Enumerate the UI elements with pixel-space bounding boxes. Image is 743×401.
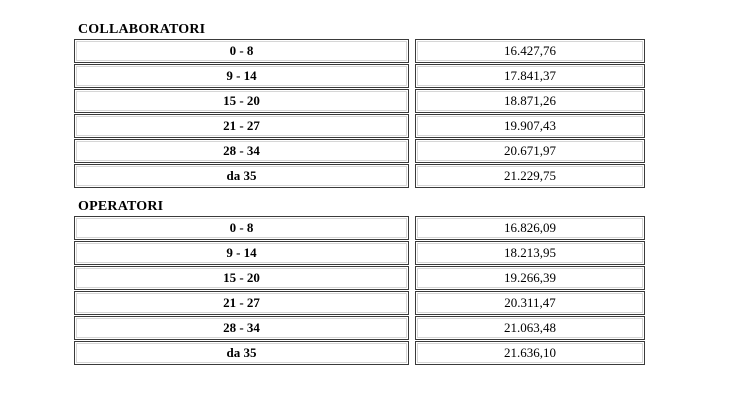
range-cell: 0 - 8 [74, 216, 409, 240]
table-row [74, 241, 645, 266]
range-cell: 15 - 20 [74, 266, 409, 290]
range-cell: 9 - 14 [74, 64, 409, 88]
table-row [74, 39, 645, 64]
table-row [74, 89, 645, 114]
range-cell: da 35 [74, 164, 409, 188]
value-cell: 16.826,09 [415, 216, 645, 240]
table-row [74, 266, 645, 291]
value-cell: 19.907,43 [415, 114, 645, 138]
range-cell: 21 - 27 [74, 291, 409, 315]
value-cell: 21.636,10 [415, 341, 645, 365]
value-cell: 17.841,37 [415, 64, 645, 88]
range-cell: 28 - 34 [74, 316, 409, 340]
table-row [74, 139, 645, 164]
range-cell: 15 - 20 [74, 89, 409, 113]
range-cell: 9 - 14 [74, 241, 409, 265]
value-cell: 18.213,95 [415, 241, 645, 265]
table-operatori [74, 216, 645, 366]
value-cell: 21.229,75 [415, 164, 645, 188]
range-cell: 28 - 34 [74, 139, 409, 163]
table-row [74, 341, 645, 366]
table-row [74, 64, 645, 89]
section-title-collaboratori: COLLABORATORI [78, 22, 206, 37]
table-row [74, 216, 645, 241]
table-row [74, 291, 645, 316]
value-cell: 18.871,26 [415, 89, 645, 113]
range-cell: 21 - 27 [74, 114, 409, 138]
range-cell: 0 - 8 [74, 39, 409, 63]
value-cell: 16.427,76 [415, 39, 645, 63]
table-row [74, 164, 645, 189]
section-title-operatori: OPERATORI [78, 199, 164, 214]
range-cell: da 35 [74, 341, 409, 365]
value-cell: 19.266,39 [415, 266, 645, 290]
table-row [74, 114, 645, 139]
value-cell: 20.671,97 [415, 139, 645, 163]
value-cell: 21.063,48 [415, 316, 645, 340]
table-collaboratori [74, 39, 645, 189]
table-row [74, 316, 645, 341]
value-cell: 20.311,47 [415, 291, 645, 315]
